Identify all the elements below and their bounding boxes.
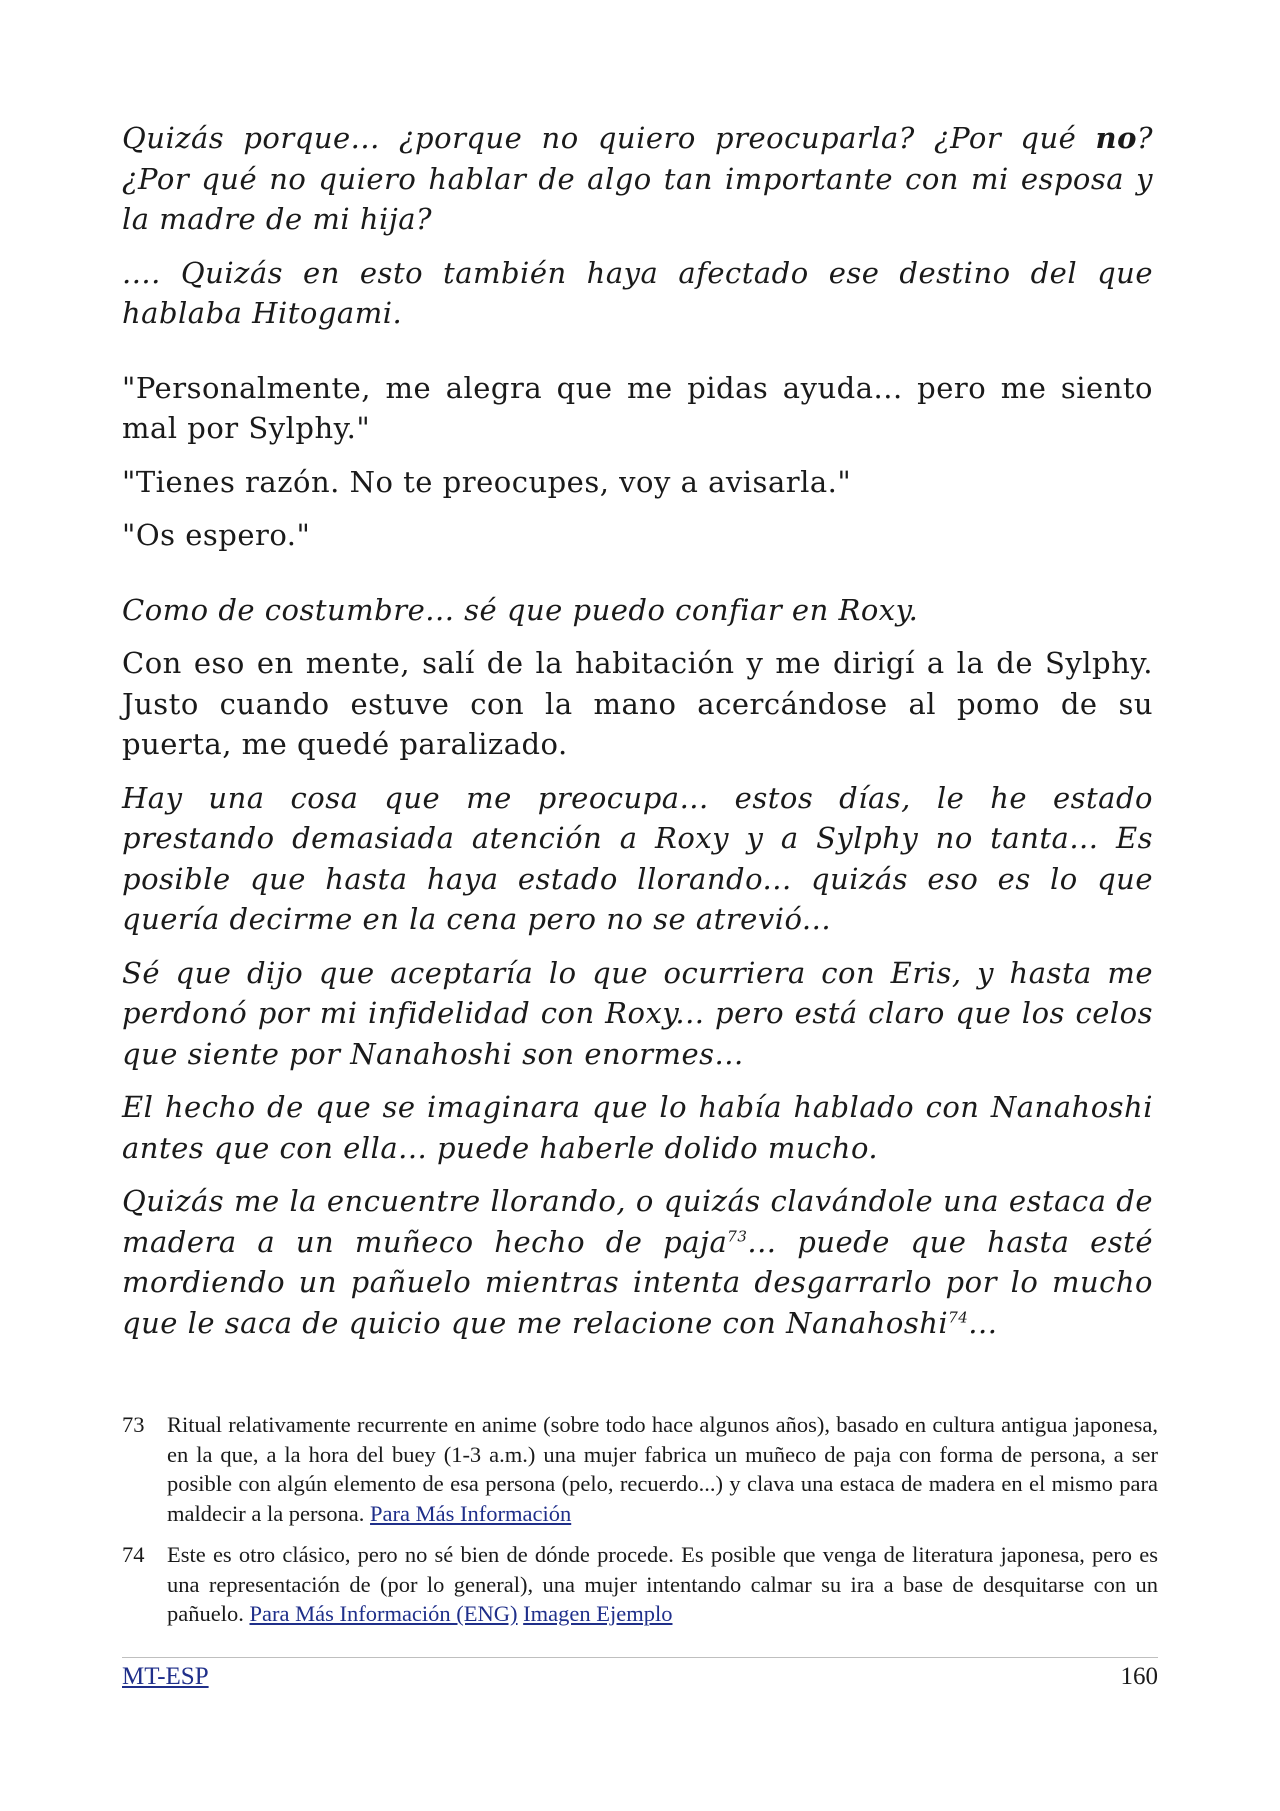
paragraph bbox=[122, 253, 1153, 334]
paragraph bbox=[122, 643, 1153, 765]
footnote-ref[interactable]: 74 bbox=[948, 1307, 969, 1326]
text-run: El hecho de que se imaginara que lo había hablado con Nanahoshi antes que con ella... puede haberle dolido mucho. bbox=[122, 1090, 1153, 1165]
page-number: 160 bbox=[1120, 1663, 1158, 1690]
footnote-number: 73 bbox=[122, 1412, 145, 1437]
footnotes bbox=[122, 1410, 1158, 1641]
footnote-link[interactable]: Para Más Información (ENG) bbox=[249, 1601, 518, 1626]
text-run: "Tienes razón. No te preocupes, voy a avisarla." bbox=[122, 464, 852, 499]
text-run: ... puede que hasta esté mordiendo un pañuelo mientras intenta desgarrarlo por lo mucho que le saca de quicio que me relacione con Nanahoshi bbox=[122, 1224, 1153, 1340]
footnote-text bbox=[167, 1410, 1158, 1528]
text-run: Con eso en mente, salí de la habitación y me dirigí a la de Sylphy. Justo cuando estuve con la mano acercándose al pomo de su puerta, me quedé paralizado. bbox=[122, 646, 1153, 761]
text-run: Ritual relativamente recurrente en anime (sobre todo hace algunos años), basado en cultura antigua japonesa, en la que, a la hora del buey (1-3 a.m.) una mujer fabrica un muñeco de paja con forma de persona, a ser posible con algún elemento de esa persona (pelo, recuerdo...) y clava una estaca de madera en el mismo para maldecir a la persona. bbox=[167, 1412, 1158, 1526]
text-run: ? ¿Por qué no quiero hablar de algo tan importante con mi esposa y la madre de mi hija? bbox=[122, 121, 1153, 236]
text-run: Sé que dijo que aceptaría lo que ocurriera con Eris, y hasta me perdonó por mi infidelidad con Roxy... pero está claro que los celos que siente por Nanahoshi son enormes... bbox=[122, 955, 1153, 1071]
text-run: .... Quizás en esto también haya afectado ese destino del que hablaba Hitogami. bbox=[122, 255, 1153, 330]
footnote-number: 74 bbox=[122, 1542, 145, 1567]
paragraph bbox=[122, 515, 1153, 556]
text-run: Como de costumbre... sé que puedo confiar en Roxy. bbox=[122, 592, 919, 627]
paragraph bbox=[122, 368, 1153, 449]
footnote-link[interactable]: Para Más Información bbox=[370, 1500, 572, 1526]
footer-divider bbox=[122, 1657, 1158, 1658]
paragraph bbox=[122, 1087, 1153, 1168]
emphasis-text: no bbox=[1095, 121, 1137, 155]
footnote bbox=[122, 1540, 1158, 1629]
text-run: ... bbox=[968, 1305, 998, 1340]
page-footer bbox=[122, 1661, 1158, 1693]
text-run: Hay una cosa que me preocupa... estos días, le he estado prestando demasiada atención a Roxy y a Sylphy no tanta... Es posible que hasta haya estado llorando... quizás eso es lo que quería decirme en la cena pero no se atrevió... bbox=[122, 780, 1153, 936]
footnote bbox=[122, 1410, 1158, 1528]
footer-site-link[interactable]: MT-ESP bbox=[122, 1663, 209, 1690]
text-run: Quizás porque... ¿porque no quiero preocuparla? ¿Por qué bbox=[122, 121, 1096, 155]
paragraph bbox=[122, 118, 1153, 240]
paragraph bbox=[122, 953, 1153, 1075]
footnote-link[interactable]: Imagen Ejemplo bbox=[523, 1601, 673, 1626]
footnote-text bbox=[167, 1540, 1158, 1629]
text-run: "Os espero." bbox=[122, 518, 311, 552]
footnote-ref[interactable]: 73 bbox=[727, 1226, 748, 1245]
paragraph bbox=[122, 462, 1153, 503]
text-run: "Personalmente, me alegra que me pidas ayuda... pero me siento mal por Sylphy." bbox=[122, 370, 1153, 445]
paragraph bbox=[122, 778, 1153, 940]
text-run: Quizás me la encuentre llorando, o quizás clavándole una estaca de madera a un muñeco hecho de paja bbox=[122, 1184, 1153, 1259]
paragraph bbox=[122, 1181, 1153, 1343]
paragraph bbox=[122, 590, 1153, 631]
body-text bbox=[122, 118, 1153, 1356]
text-run: Este es otro clásico, pero no sé bien de dónde procede. Es posible que venga de literatura japonesa, pero es una representación de (por lo general), una mujer intentando calmar su ira a base de desquitarse con un pañuelo. bbox=[167, 1542, 1158, 1626]
